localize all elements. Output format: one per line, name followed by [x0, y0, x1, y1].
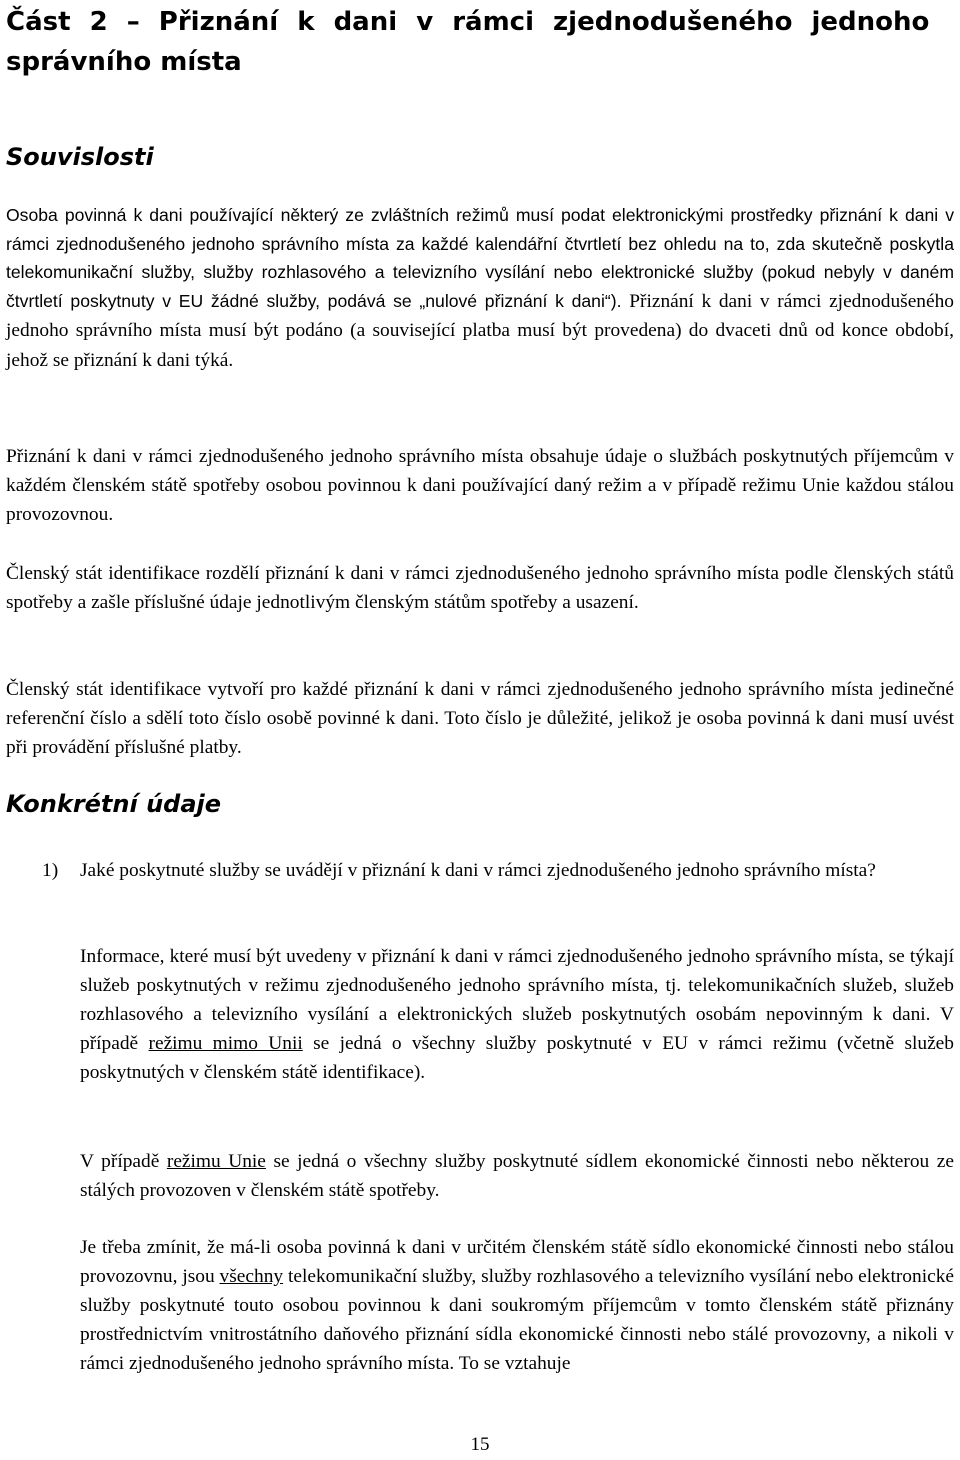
section-heading-konkretni-udaje: Konkrétní údaje	[6, 790, 222, 818]
answer-paragraph-1	[80, 942, 954, 1087]
answer-3-underlined: všechny	[219, 1266, 284, 1287]
page-title-line1: Část 2 – Přiznání k dani v rámci zjednodušeného jednoho	[6, 7, 930, 37]
answer-1-text-a: Informace, které musí být uvedeny v přiznání k dani v rámci zjednodušeného jednoho správního místa, se týkají služeb poskytnutých v režimu zjednodušeného jednoho správního místa, tj. telekomunikačních služeb, služeb rozhlasového a televizního vysílání a elektronických služeb poskytnutých osobám nepovinným k dani. V případě	[80, 946, 954, 1054]
page-title-line2: správního místa	[6, 47, 242, 77]
paragraph-intro	[6, 201, 954, 376]
paragraph-distribution: Členský stát identifikace rozdělí přiznání k dani v rámci zjednodušeného jednoho správního místa podle členských států spotřeby a zašle příslušné údaje jednotlivým členským státům spotřeby a usazení.	[6, 563, 954, 613]
answer-paragraph-3	[80, 1233, 954, 1378]
answer-3-text-b: telekomunikační služby, služby rozhlasového a televizního vysílání nebo elektronické služby poskytnuté touto osobou povinnou k dani soukromým příjemcům v tomto členském státě přiznány prostřednictvím vnitrostátního daňového přiznání sídla ekonomické činnosti nebo stálé provozovny, a nikoli v rámci zjednodušeného jednoho správního místa. To se vztahuje	[80, 1266, 954, 1374]
paragraph-intro-text	[6, 201, 954, 376]
page-number: 15	[470, 1434, 490, 1455]
answer-1-underlined: režimu mimo Unii	[148, 1033, 303, 1054]
answer-1-text-b: se jedná o všechny služby poskytnuté v EU v rámci režimu (včetně služeb poskytnutých v členském státě identifikace).	[80, 1033, 954, 1083]
answer-2-text-a: V případě	[80, 1151, 160, 1172]
document-page	[6, 0, 954, 1374]
answer-2-underlined: režimu Unie	[166, 1151, 266, 1172]
paragraph-text-sans: Osoba povinná k dani používající některý ze zvláštních režimů musí podat elektronickými prostředky přiznání k dani v rámci zjednodušeného jednoho správního místa za každé kalendářní čtvrtletí bez ohledu na to, zda skutečně poskytla telekomunikační služby, služby rozhlasového a televizního vysílání nebo elektronické služby (pokud nebyly v daném čtvrtletí poskytnuty v EU žádné služby, podává se „nulové přiznání k dani“).	[6, 205, 954, 311]
answer-paragraph-2	[80, 1147, 954, 1205]
answer-2-text-b: se jedná o všechny služby poskytnuté sídlem ekonomické činnosti nebo některou ze stálých provozoven v členském státě spotřeby.	[80, 1151, 954, 1201]
paragraph-reference-number: Členský stát identifikace vytvoří pro každé přiznání k dani v rámci zjednodušeného jednoho správního místa jedinečné referenční číslo a sdělí toto číslo osobě povinné k dani. Toto číslo je důležité, jelikož je osoba povinná k dani musí uvést při provádění příslušné platby.	[6, 679, 954, 758]
page-title	[6, 0, 954, 82]
paragraph-text-sans-deadline: Přiznání k dani v rámci zjednodušeného jednoho správního místa musí být podáno (a související platba musí být provedena) do dvaceti dnů od konce období, jehož se přiznání k dani týká.	[6, 290, 954, 371]
answer-3-text-a: Je třeba zmínit, že má-li osoba povinná k dani v určitém členském státě sídlo ekonomické činnosti nebo stálou provozovnu, jsou	[80, 1237, 954, 1287]
section-heading-souvislosti: Souvislosti	[6, 143, 154, 171]
question-text: Jaké poskytnuté služby se uvádějí v přiznání k dani v rámci zjednodušeného jednoho správního místa?	[80, 860, 876, 881]
paragraph-content: Přiznání k dani v rámci zjednodušeného jednoho správního místa obsahuje údaje o službách poskytnutých příjemcům v každém členském státě spotřeby osobou povinnou k dani používající daný režim a v případě režimu Unie každou stálou provozovnou.	[6, 446, 954, 525]
question-number: 1)	[42, 860, 59, 881]
